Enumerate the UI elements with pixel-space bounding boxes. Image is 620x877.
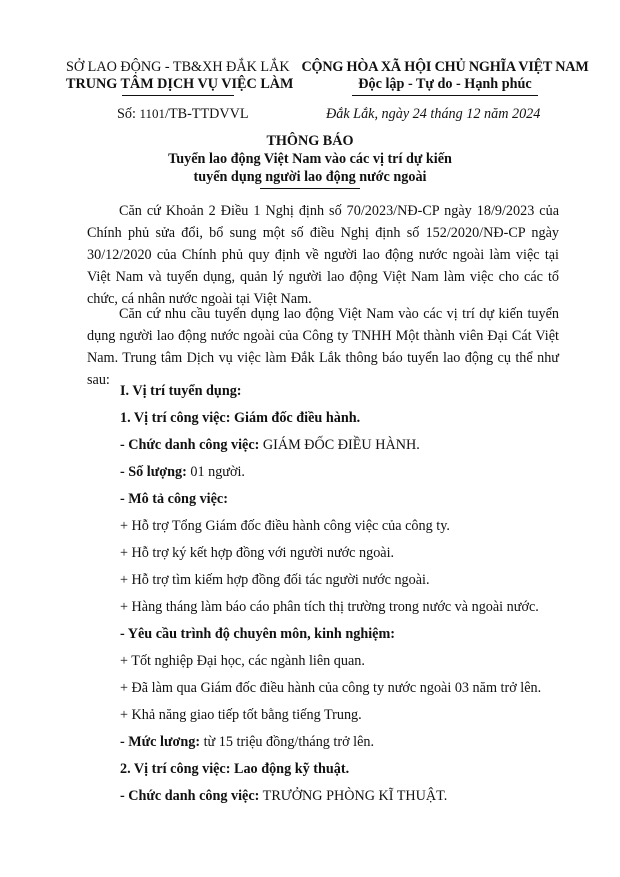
- job1-quantity-label: - Số lượng:: [120, 464, 187, 480]
- job1-quantity-value: 01 người.: [186, 464, 245, 480]
- motto-underline: [352, 95, 538, 96]
- job1-salary-label: - Mức lương:: [120, 734, 201, 750]
- section-heading: I. Vị trí tuyển dụng:: [120, 383, 242, 399]
- job1-description-label: - Mô tả công việc:: [120, 491, 228, 507]
- job1-requirement-item: + Khả năng giao tiếp tốt bằng tiếng Trung.: [120, 707, 362, 723]
- legal-basis-paragraph: Căn cứ Khoản 2 Điều 1 Nghị định số 70/2023/NĐ-CP ngày 18/9/2023 của Chính phủ sửa đổi, bổ sung một số điều Nghị định số 152/2020/NĐ-CP ngày 30/12/2020 của Chính phủ quy định về người lao động nước ngoài làm việc tại Việt Nam và tuyển dụng, quản lý người lao động Việt Nam làm việc cho các tổ chức, cá nhân nước ngoài tại Việt Nam.: [87, 203, 559, 307]
- issuer-department: SỞ LAO ĐỘNG - TB&XH ĐẮK LẮK: [66, 59, 290, 75]
- subject-line-2: tuyển dụng người lao động nước ngoài: [193, 169, 427, 185]
- issuer-underline: [122, 95, 234, 96]
- issuer-center: TRUNG TÂM DỊCH VỤ VIỆC LÀM: [66, 76, 294, 92]
- job2-position-value: TRƯỞNG PHÒNG KĨ THUẬT.: [259, 788, 448, 804]
- job1-position-value: GIÁM ĐỐC ĐIỀU HÀNH.: [259, 437, 420, 453]
- job1-quantity: [120, 464, 245, 481]
- job1-requirements-label: - Yêu cầu trình độ chuyên môn, kinh nghiệm:: [120, 626, 395, 642]
- number-prefix: Số:: [117, 106, 136, 122]
- job1-salary: [120, 734, 374, 751]
- job1-requirement-item: + Tốt nghiệp Đại học, các ngành liên quan.: [120, 653, 365, 669]
- job1-description-item: + Hỗ trợ Tổng Giám đốc điều hành công việc của công ty.: [120, 518, 450, 534]
- job1-salary-value: từ 15 triệu đồng/tháng trở lên.: [200, 734, 375, 750]
- recruitment-basis-paragraph: Căn cứ nhu cầu tuyển dụng lao động Việt Nam vào các vị trí dự kiến tuyển dụng người lao động nước ngoài của Công ty TNHH Một thành viên Đại Cát Việt Nam. Trung tâm Dịch vụ việc làm Đắk Lắk thông báo tuyển lao động cụ thể như sau:: [87, 306, 559, 388]
- place-date: Đắk Lắk, ngày 24 tháng 12 năm 2024: [326, 106, 541, 122]
- job1-description-item: + Hỗ trợ ký kết hợp đồng với người nước ngoài.: [120, 545, 395, 561]
- number-suffix: /TB-TTDVVL: [165, 106, 249, 122]
- subject-line-1: Tuyển lao động Việt Nam vào các vị trí dự kiến: [168, 151, 452, 167]
- job1-title: 1. Vị trí công việc: Giám đốc điều hành.: [120, 410, 361, 426]
- job2-position: [120, 788, 447, 805]
- title-underline: [260, 188, 360, 189]
- national-motto: Độc lập - Tự do - Hạnh phúc: [358, 76, 532, 92]
- job2-position-label: - Chức danh công việc:: [120, 788, 260, 804]
- national-title: CỘNG HÒA XÃ HỘI CHỦ NGHĨA VIỆT NAM: [301, 59, 589, 75]
- job1-description-item: + Hỗ trợ tìm kiếm hợp đồng đối tác người nước ngoài.: [120, 572, 430, 588]
- job1-description-item: + Hàng tháng làm báo cáo phân tích thị trường trong nước và ngoài nước.: [120, 599, 539, 615]
- job2-title: 2. Vị trí công việc: Lao động kỹ thuật.: [120, 761, 350, 777]
- job1-requirement-item: + Đã làm qua Giám đốc điều hành của công ty nước ngoài 03 năm trở lên.: [120, 680, 542, 696]
- job1-position: [120, 437, 420, 454]
- number-value: 1101: [139, 106, 166, 121]
- document-type: THÔNG BÁO: [266, 133, 354, 149]
- job1-position-label: - Chức danh công việc:: [120, 437, 260, 453]
- document-number: [117, 106, 249, 123]
